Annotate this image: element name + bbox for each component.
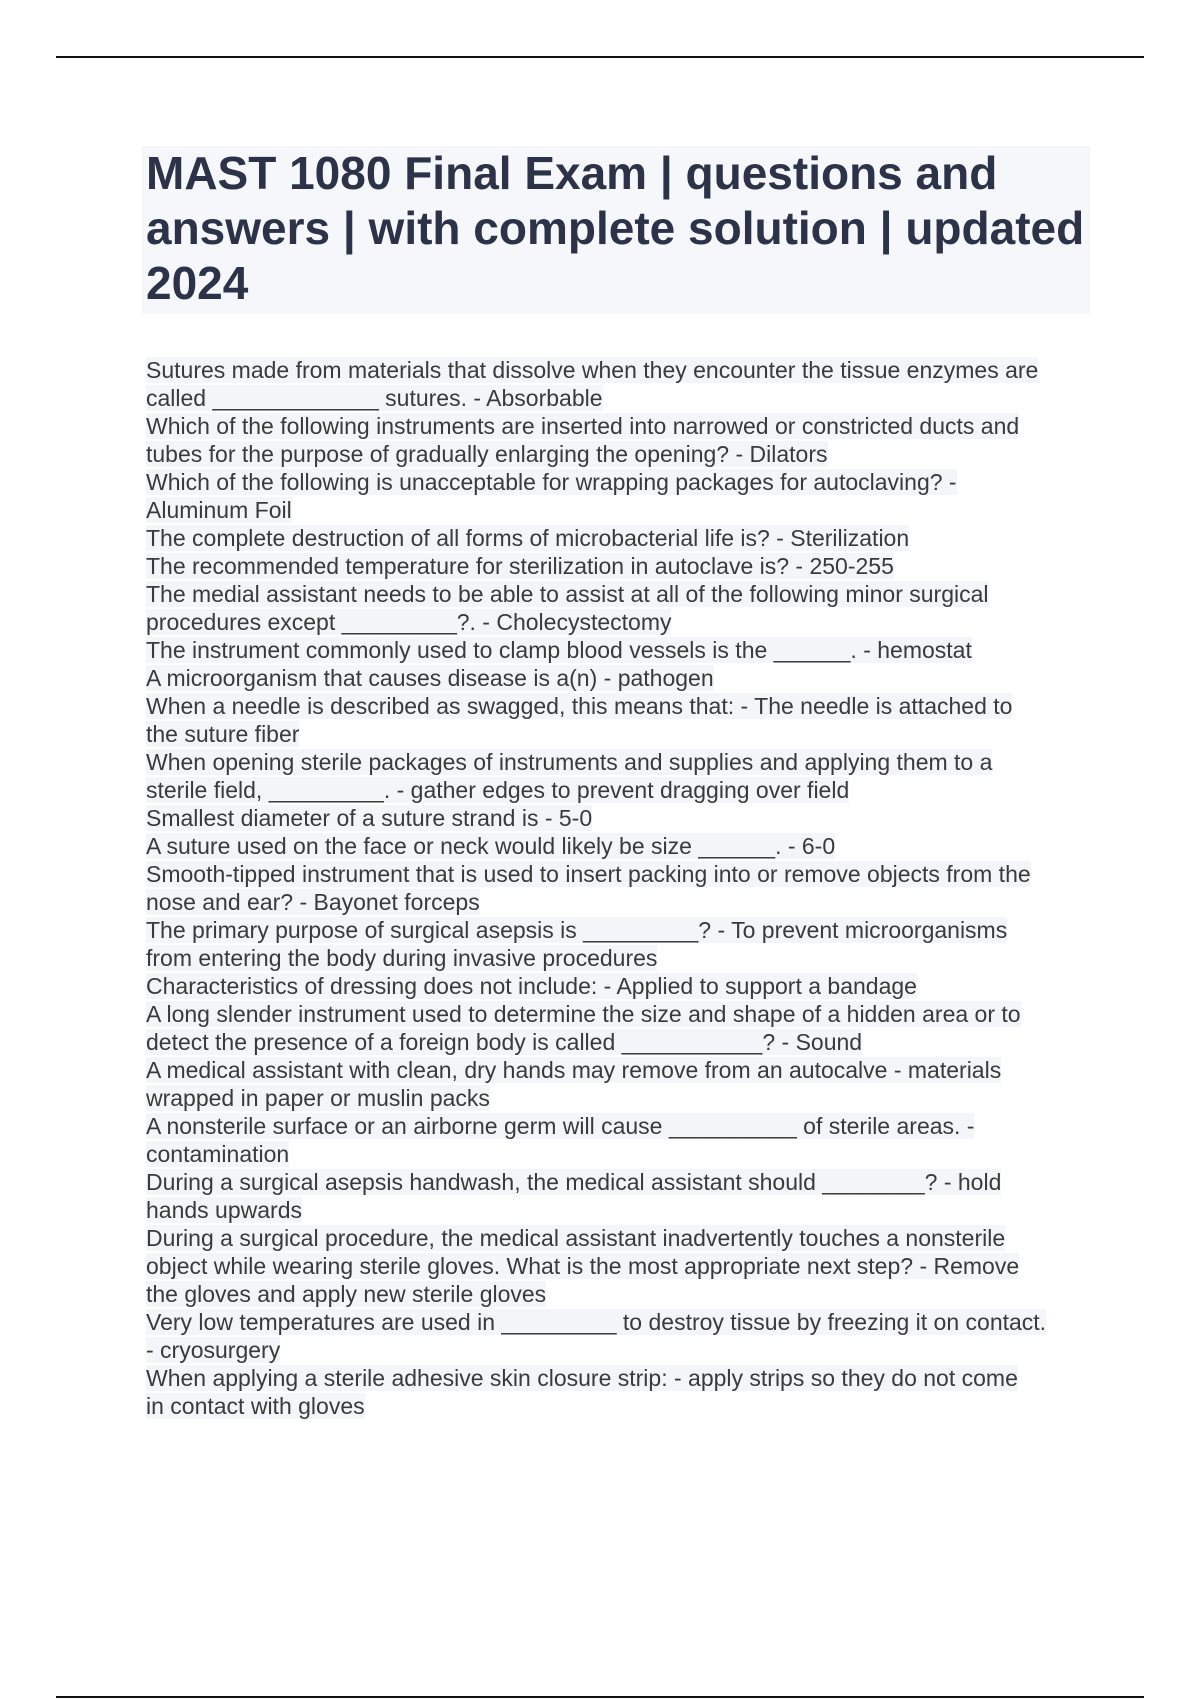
qa-line-text: procedures except _________?. - Cholecystectomy	[146, 609, 672, 635]
qa-line	[146, 720, 1096, 748]
qa-line-text: the suture fiber	[146, 721, 300, 747]
qa-line	[146, 664, 1096, 692]
qa-line	[146, 1112, 1096, 1140]
qa-line-text: A nonsterile surface or an airborne germ will cause __________ of sterile areas. -	[146, 1113, 975, 1139]
qa-line	[146, 1056, 1096, 1084]
qa-line	[146, 1224, 1096, 1252]
qa-line-text: in contact with gloves	[146, 1393, 365, 1419]
qa-line	[146, 692, 1096, 720]
qa-line	[146, 356, 1096, 384]
qa-line	[146, 1028, 1096, 1056]
qa-line	[146, 888, 1096, 916]
page-title: MAST 1080 Final Exam | questions and answers | with complete solution | updated 2024	[146, 147, 1085, 309]
qa-line-text: contamination	[146, 1141, 290, 1167]
qa-line-text: During a surgical procedure, the medical assistant inadvertently touches a nonsterile	[146, 1225, 1006, 1251]
top-rule	[56, 56, 1144, 58]
qa-line-text: Aluminum Foil	[146, 497, 292, 523]
qa-line-text: sterile field, _________. - gather edges to prevent dragging over field	[146, 777, 850, 803]
qa-line-text: The recommended temperature for sterilization in autoclave is? - 250-255	[146, 553, 894, 579]
qa-line-text: A suture used on the face or neck would likely be size ______. - 6-0	[146, 833, 836, 859]
bottom-rule	[56, 1696, 1144, 1698]
qa-line-text: When a needle is described as swagged, this means that: - The needle is attached to	[146, 693, 1013, 719]
qa-line-text: Smallest diameter of a suture strand is - 5-0	[146, 805, 593, 831]
qa-list	[146, 356, 1096, 1420]
qa-line	[146, 1000, 1096, 1028]
qa-line	[146, 776, 1096, 804]
qa-line	[146, 916, 1096, 944]
qa-line-text: When opening sterile packages of instruments and supplies and applying them to a	[146, 749, 993, 775]
qa-line-text: the gloves and apply new sterile gloves	[146, 1281, 547, 1307]
qa-line	[146, 580, 1096, 608]
qa-line	[146, 1392, 1096, 1420]
qa-line	[146, 1364, 1096, 1392]
qa-line	[146, 384, 1096, 412]
qa-line-text: Which of the following is unacceptable for wrapping packages for autoclaving? -	[146, 469, 957, 495]
qa-line	[146, 1308, 1096, 1336]
qa-line	[146, 412, 1096, 440]
qa-line-text: Sutures made from materials that dissolve when they encounter the tissue enzymes are	[146, 357, 1039, 383]
qa-line-text: - cryosurgery	[146, 1337, 281, 1363]
qa-line-text: tubes for the purpose of gradually enlarging the opening? - Dilators	[146, 441, 828, 467]
qa-line	[146, 944, 1096, 972]
qa-line	[146, 440, 1096, 468]
qa-line	[146, 860, 1096, 888]
qa-line-text: Smooth-tipped instrument that is used to insert packing into or remove objects from the	[146, 861, 1031, 887]
qa-line-text: The instrument commonly used to clamp blood vessels is the ______. - hemostat	[146, 637, 972, 663]
qa-line-text: nose and ear? - Bayonet forceps	[146, 889, 480, 915]
qa-line-text: A microorganism that causes disease is a(n) - pathogen	[146, 665, 714, 691]
qa-line	[146, 1084, 1096, 1112]
qa-line-text: hands upwards	[146, 1197, 302, 1223]
qa-line	[146, 552, 1096, 580]
qa-line-text: Characteristics of dressing does not include: - Applied to support a bandage	[146, 973, 917, 999]
qa-line	[146, 1336, 1096, 1364]
qa-line-text: The primary purpose of surgical asepsis is _________? - To prevent microorganisms	[146, 917, 1008, 943]
qa-line-text: Which of the following instruments are inserted into narrowed or constricted ducts and	[146, 413, 1020, 439]
qa-line	[146, 832, 1096, 860]
qa-line-text: called _____________ sutures. - Absorbable	[146, 385, 603, 411]
qa-line-text: The complete destruction of all forms of microbacterial life is? - Sterilization	[146, 525, 910, 551]
qa-line-text: wrapped in paper or muslin packs	[146, 1085, 490, 1111]
qa-line	[146, 1252, 1096, 1280]
qa-line	[146, 748, 1096, 776]
qa-line	[146, 972, 1096, 1000]
qa-line	[146, 496, 1096, 524]
qa-line	[146, 636, 1096, 664]
qa-line-text: The medial assistant needs to be able to assist at all of the following minor surgical	[146, 581, 989, 607]
qa-line	[146, 524, 1096, 552]
qa-line-text: object while wearing sterile gloves. What is the most appropriate next step? - Remove	[146, 1253, 1020, 1279]
qa-line	[146, 468, 1096, 496]
qa-line-text: detect the presence of a foreign body is called ___________? - Sound	[146, 1029, 863, 1055]
qa-line-text: from entering the body during invasive procedures	[146, 945, 658, 971]
qa-line	[146, 1168, 1096, 1196]
qa-line	[146, 1280, 1096, 1308]
qa-line-text: When applying a sterile adhesive skin closure strip: - apply strips so they do not come	[146, 1365, 1018, 1391]
qa-line	[146, 804, 1096, 832]
qa-line-text: During a surgical asepsis handwash, the medical assistant should ________? - hold	[146, 1169, 1002, 1195]
qa-line	[146, 1140, 1096, 1168]
qa-line-text: Very low temperatures are used in _________ to destroy tissue by freezing it on contact.	[146, 1309, 1047, 1335]
qa-line-text: A long slender instrument used to determine the size and shape of a hidden area or to	[146, 1001, 1021, 1027]
qa-line	[146, 1196, 1096, 1224]
qa-line	[146, 608, 1096, 636]
qa-line-text: A medical assistant with clean, dry hands may remove from an autocalve - materials	[146, 1057, 1002, 1083]
